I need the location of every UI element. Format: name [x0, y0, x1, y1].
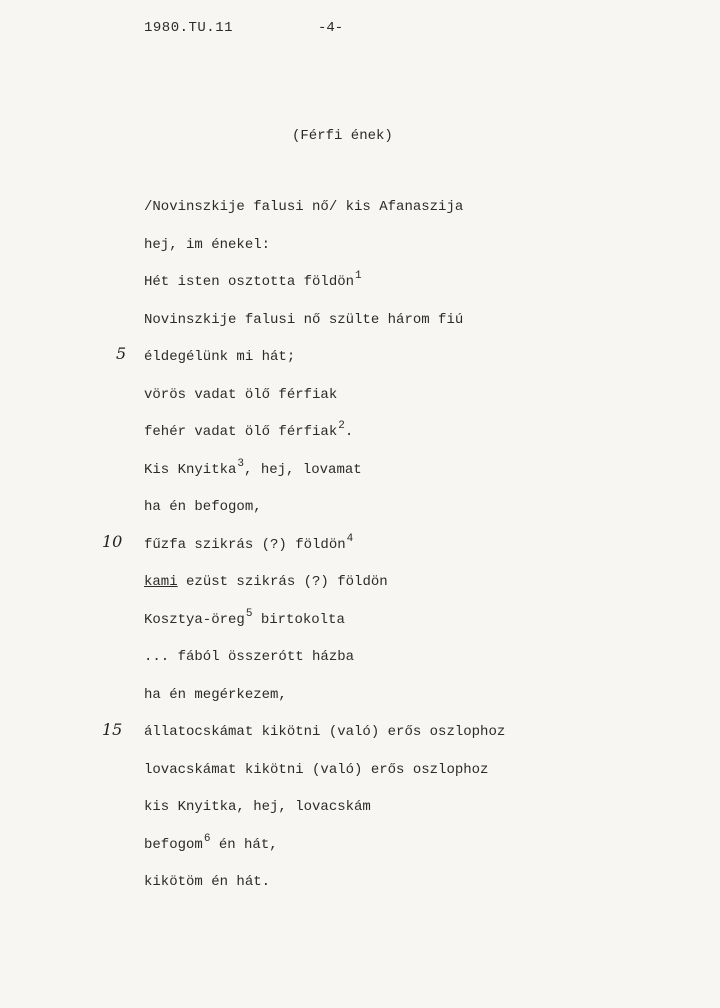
margin-line-number: 5 [116, 344, 127, 363]
verse-line-15: állatocskámat kikötni (való) erős oszlophoz [144, 724, 506, 740]
verse-line-12: Kosztya-öreg$^5$ birtokolta [144, 608, 345, 628]
verse-line-5: éldegélünk mi hát; [144, 349, 296, 365]
verse-line-6: vörös vadat ölő férfiak [144, 387, 338, 403]
footnote-marker: 6 [203, 833, 211, 845]
verse-line-9: ha én befogom, [144, 499, 262, 515]
verse-line-19: kikötöm én hát. [144, 874, 271, 890]
verse-line-8: Kis Knyitka$^3$, hej, lovamat [144, 458, 362, 478]
verse-line-3: Hét isten osztotta földön$^1$ [144, 270, 362, 290]
verse-line-14: ha én megérkezem, [144, 687, 287, 703]
verse-line-7: fehér vadat ölő férfiak$^2$. [144, 420, 354, 440]
document-reference: 1980.TU.11 [144, 20, 234, 36]
verse-line-18: befogom$^6$ én hát, [144, 833, 278, 853]
footnote-marker: 2 [338, 420, 345, 432]
verse-line-1: /Novinszkije falusi nő/ kis Afanaszija [144, 199, 464, 215]
footnote-marker: 1 [355, 270, 362, 282]
footnote-marker: 3 [237, 458, 245, 470]
verse-line-11: kami ezüst szikrás (?) földön [144, 574, 388, 590]
verse-line-16: lovacskámat kikötni (való) erős oszlophoz [144, 762, 489, 778]
verse-line-17: kis Knyitka, hej, lovacskám [144, 799, 371, 815]
page-number: -4- [318, 20, 344, 36]
verse-line-10: fűzfa szikrás (?) földön$^4$ [144, 533, 354, 553]
song-title: (Férfi ének) [292, 128, 393, 144]
margin-line-number: 10 [102, 532, 123, 551]
footnote-marker: 5 [245, 608, 253, 620]
underlined-word: kami [144, 574, 178, 590]
footnote-marker: 4 [346, 533, 354, 545]
verse-line-13: ... fából összerótt házba [144, 649, 355, 665]
margin-line-number: 15 [102, 720, 123, 739]
verse-line-2: hej, im énekel: [144, 237, 271, 253]
verse-line-4: Novinszkije falusi nő szülte három fiú [144, 312, 464, 328]
